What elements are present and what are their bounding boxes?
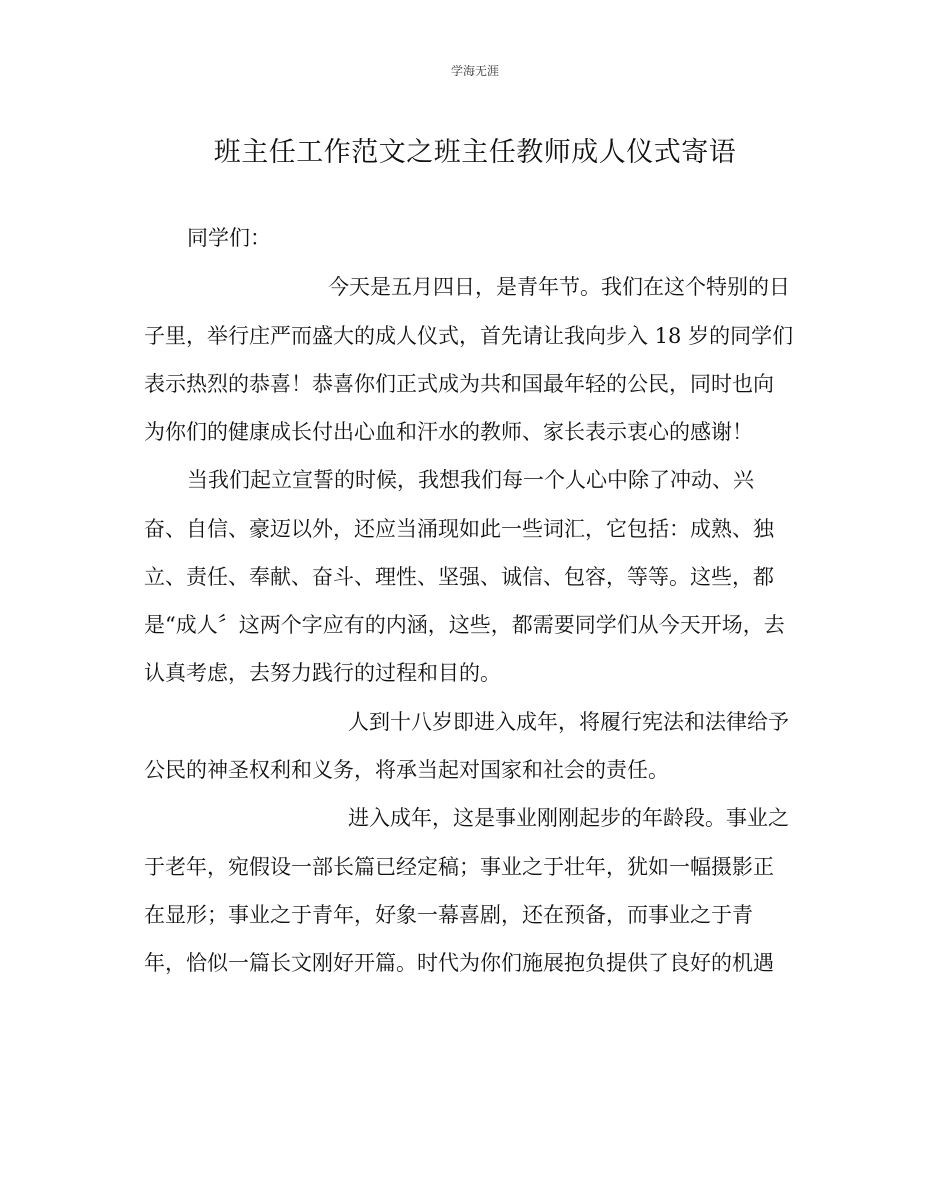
document-title: 班主任工作范文之班主任教师成人仪式寄语 (213, 137, 737, 168)
body-line: 进入成年，这是事业刚刚起步的年龄段。事业之 (348, 806, 789, 830)
body-line: 奋、自信、豪迈以外，还应当涌现如此一些词汇，它包括：成熟、独 (144, 517, 774, 541)
body-line: 年，恰似一篇长文刚好开篇。时代为你们施展抱负提供了良好的机遇 (144, 951, 774, 975)
body-line: 子里，举行庄严而盛大的成人仪式，首先请让我向步入 18 岁的同学们 (144, 324, 794, 348)
body-line: 当我们起立宣誓的时候，我想我们每一个人心中除了冲动、兴 (187, 468, 754, 492)
body-line: 公民的神圣权利和义务，将承当起对国家和社会的责任。 (144, 758, 669, 782)
body-line: 今天是五月四日，是青年节。我们在这个特别的日 (328, 275, 790, 299)
body-line: 人到十八岁即进入成年，将履行宪法和法律给予 (348, 710, 789, 734)
body-line: 于老年，宛假设一部长篇已经定稿；事业之于壮年，犹如一幅摄影正 (144, 855, 774, 879)
body-line: 为你们的健康成长付出心血和汗水的教师、家长表示衷心的感谢！ (144, 420, 753, 444)
page-header: 学海无涯 (450, 64, 499, 78)
body-line: 同学们： (187, 226, 271, 250)
body-line: 表示热烈的恭喜！恭喜你们正式成为共和国最年轻的公民，同时也向 (144, 372, 774, 396)
body-line: 认真考虑，去努力践行的过程和目的。 (144, 661, 501, 685)
body-line: 在显形；事业之于青年，好象一幕喜剧，还在预备，而事业之于青 (144, 903, 753, 927)
body-line: 立、责任、奉献、奋斗、理性、坚强、诚信、包容，等等。这些，都 (144, 565, 774, 589)
body-line: 是“成人〞这两个字应有的内涵，这些，都需要同学们从今天开场，去 (144, 613, 785, 637)
